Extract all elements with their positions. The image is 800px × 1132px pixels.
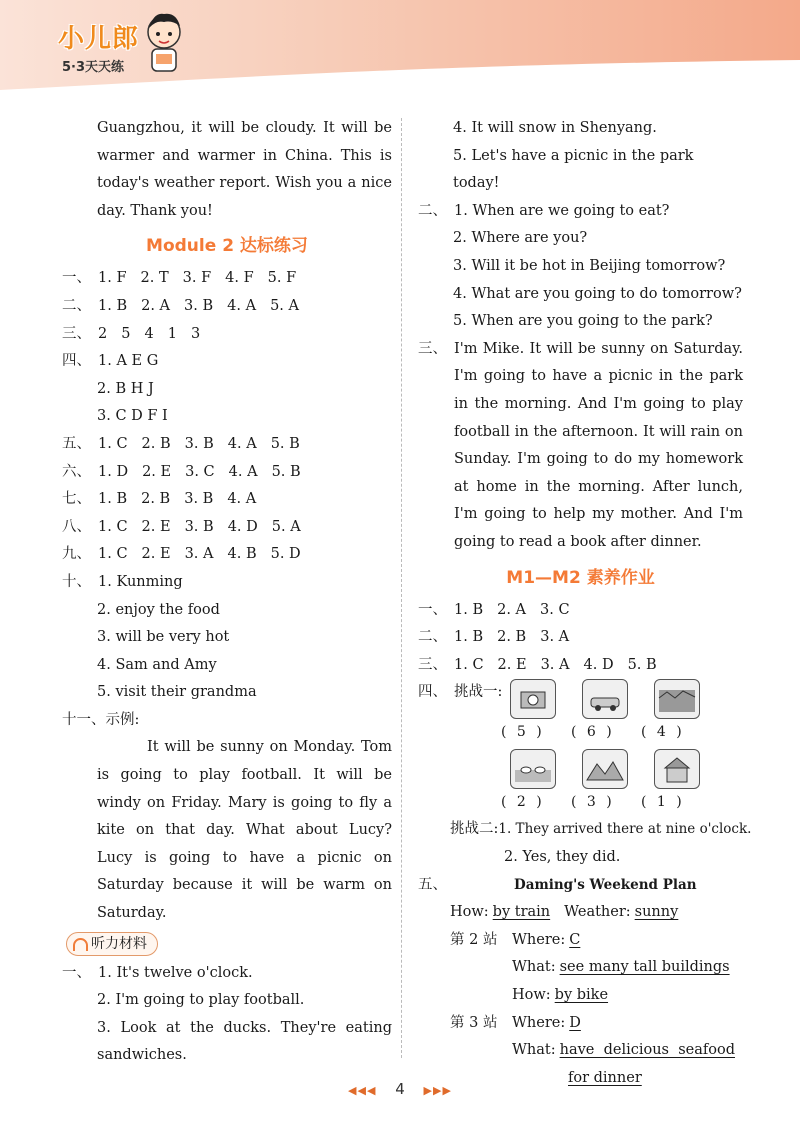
- brand-logo: 小儿郎: [58, 24, 140, 54]
- page-footer: [0, 1080, 800, 1098]
- module-2-title: Module 2 达标练习: [146, 236, 308, 257]
- prev-arrows-icon: ◀◀◀: [348, 1084, 377, 1097]
- task-row-2: 二、 1. B 2. B 3. A: [418, 629, 570, 646]
- listening-material-badge: 听力材料: [66, 932, 158, 956]
- listening-line: 4. It will snow in Shenyang.: [453, 120, 657, 136]
- right-column: [418, 115, 752, 1092]
- answer-row-2: 二、 1. B 2. A 3. B 4. A 5. A: [62, 297, 299, 314]
- answer-row-5: 五、 1. C 2. B 3. B 4. A 5. B: [62, 435, 300, 452]
- answer-line: 2. B H J: [97, 380, 154, 397]
- answer-row-9: 九、 1. C 2. E 3. A 4. B 5. D: [62, 546, 301, 563]
- answer-line: 2. enjoy the food: [97, 601, 220, 618]
- car-picture-icon: [582, 679, 628, 719]
- picture-answers-row-2: ( 2 ) ( 3 ) ( 1 ): [501, 793, 685, 810]
- task-row-3: 三、 1. C 2. E 3. A 4. D 5. B: [418, 656, 657, 673]
- listening-row-1: 一、 1. It's twelve o'clock.: [62, 964, 253, 981]
- example-paragraph: It will be sunny on Monday. Tom is going to play football. It will be windy on Friday. Mary is going to fly a kite on that day. What about Lucy? Lucy is going to have a picnic on Saturday because it will be warm on Saturday.: [97, 739, 392, 922]
- page-number: 4: [395, 1080, 405, 1098]
- answer-row-3: 三、 2 5 4 1 3: [62, 325, 201, 342]
- plan-stop2-how: How: by bike: [512, 987, 609, 1004]
- listening-paragraph: I'm Mike. It will be sunny on Saturday. I'm going to have a picnic in the park in the morning. And I'm going to play football in the afternoon. It will rain on Sunday. I'm going to do my homework at home in the morning. After lunch, I'm going to help my mother. And I'm going to read a book after dinner.: [454, 340, 743, 550]
- picture-answers-row-1: ( 5 ) ( 6 ) ( 4 ): [501, 724, 685, 741]
- left-column: [62, 115, 392, 1070]
- crowd-picture-icon: [654, 679, 700, 719]
- house-picture-icon: [654, 749, 700, 789]
- mascot-icon: [142, 8, 186, 76]
- plan-stop3-what-cont: for dinner: [568, 1069, 642, 1086]
- task-row-5: 五、 Daming's Weekend Plan: [418, 872, 743, 900]
- plan-stop3-where: 第 3 站 Where: D: [450, 1014, 581, 1031]
- answer-line: 4. Sam and Amy: [97, 656, 217, 673]
- answer-row-1: 一、 1. F 2. T 3. F 4. F 5. F: [62, 270, 297, 287]
- answer-line: 5. visit their grandma: [97, 684, 257, 701]
- section-11-label: 十一、示例:: [62, 711, 140, 728]
- listening-row-3: 三、 I'm Mike. It will be sunny on Saturday. I'm going to have a picnic in the park in the morning. And I'm going to play football in the afternoon. It will rain on Sunday. I'm going to do my homework at home in the morning. After lunch, I'm going to help my mother. And I'm going to read a book after dinner.: [418, 336, 743, 557]
- answer-row-6: 六、 1. D 2. E 3. C 4. A 5. B: [62, 463, 301, 480]
- listening-line: 3. Look at the ducks. They're eating sandwiches.: [97, 1019, 392, 1064]
- brand-subtitle: 5·3天天练: [62, 60, 125, 75]
- plan-stop2-where: 第 2 站 Where: C: [450, 931, 581, 948]
- listening-line: 2. Where are you?: [453, 230, 588, 247]
- answer-line: 3. will be very hot: [97, 629, 230, 646]
- weather-report-text: Guangzhou, it will be cloudy. It will be warmer and warmer in China. This is today's weather report. Wish you a nice day. Thank you!: [97, 120, 392, 219]
- camera-picture-icon: [510, 679, 556, 719]
- headphones-icon: [73, 938, 88, 951]
- plan-stop3-what: What: have delicious seafood: [512, 1042, 735, 1059]
- people-picture-icon: [582, 749, 628, 789]
- plan-title: Daming's Weekend Plan: [514, 876, 697, 893]
- plan-stop2-what: What: see many tall buildings: [512, 959, 730, 976]
- picture-row-1: [510, 679, 743, 719]
- answer-row-8: 八、 1. C 2. E 3. B 4. D 5. A: [62, 518, 301, 535]
- challenge-2-row: 挑战二: 1. They arrived there at nine o'clock.: [450, 821, 752, 838]
- m1-m2-title: M1—M2 素养作业: [506, 567, 655, 588]
- challenge-2-line: 2. Yes, they did.: [504, 849, 621, 866]
- picture-row-2: [510, 749, 743, 789]
- listening-line: 5. When are you going to the park?: [453, 313, 713, 330]
- task-row-4: 四、 挑战一:: [418, 684, 503, 701]
- listening-line: 2. I'm going to play football.: [97, 992, 305, 1009]
- column-divider: [401, 118, 402, 1058]
- listening-line: 4. What are you going to do tomorrow?: [453, 285, 742, 302]
- next-arrows-icon: ▶▶▶: [423, 1084, 452, 1097]
- answer-line: 3. C D F I: [97, 408, 168, 425]
- answer-row-7: 七、 1. B 2. B 3. B 4. A: [62, 491, 257, 508]
- answer-row-4: 四、 1. A E G: [62, 353, 159, 370]
- listening-line: 3. Will it be hot in Beijing tomorrow?: [453, 257, 726, 274]
- ducks-picture-icon: [510, 749, 556, 789]
- task-row-1: 一、 1. B 2. A 3. C: [418, 601, 570, 618]
- answer-row-10: 十、 1. Kunming: [62, 573, 183, 590]
- listening-row-2: 二、 1. When are we going to eat?: [418, 202, 670, 219]
- listening-line: 5. Let's have a picnic in the park today!: [453, 147, 694, 192]
- plan-how-row: How: by train Weather: sunny: [450, 904, 679, 921]
